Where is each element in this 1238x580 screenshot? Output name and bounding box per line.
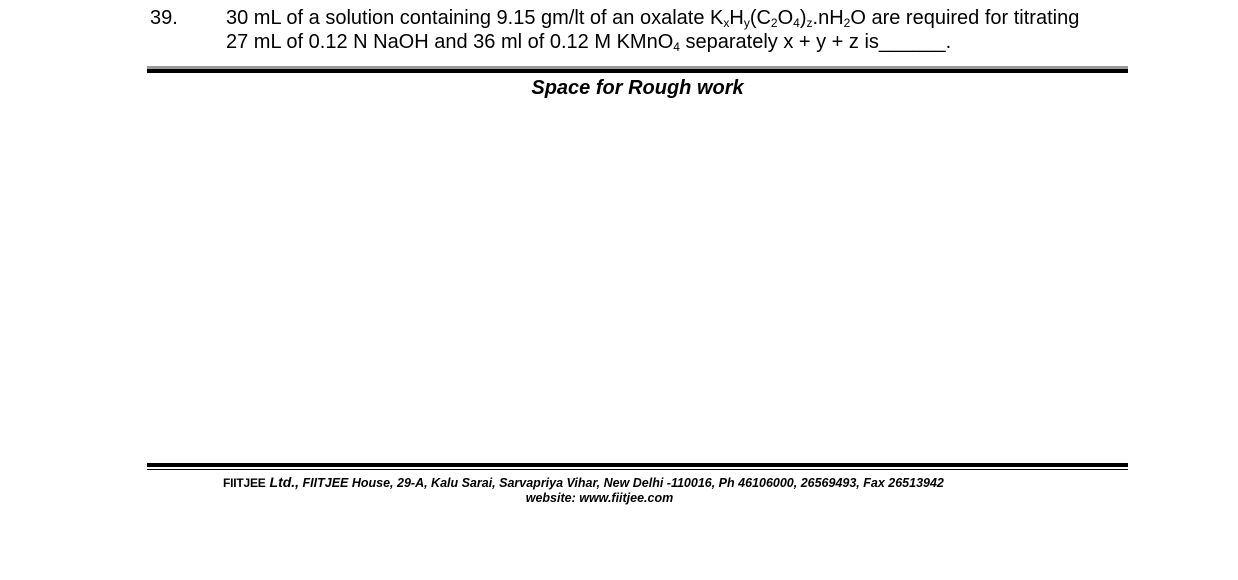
q1-sub-4a: 4 <box>793 16 800 30</box>
footer-website: website: www.fiitjee.com <box>525 491 674 505</box>
question-number: 39. <box>150 7 178 29</box>
question-line-1 <box>226 6 1140 30</box>
q1-paren-c: (C <box>749 7 771 29</box>
q1-pre: 30 mL of a solution containing 9.15 gm/lt of an oxalate K <box>226 7 724 29</box>
q2-sub-4: 4 <box>673 40 680 54</box>
question-text <box>226 6 1140 54</box>
q1-close: ) <box>799 7 807 29</box>
footer-address-text: FIITJEE House, 29-A, Kalu Sarai, Sarvapriya Vihar, New Delhi -110016, Ph 46106000, 26569493, Fax 26513942 <box>299 476 944 490</box>
rough-work-title: Space for Rough work <box>531 77 744 99</box>
q1-sub-2a: 2 <box>770 16 778 30</box>
footer-brand: FIITJEE <box>223 476 266 490</box>
q2-post: separately x + y + z is______. <box>679 31 952 53</box>
q1-post: O are required for titrating <box>850 7 1080 29</box>
q1-o: O <box>777 7 794 29</box>
question-line-2 <box>226 30 1140 54</box>
q1-sub-z: z <box>806 16 813 30</box>
q1-nh: .nH <box>812 7 844 29</box>
top-divider <box>147 66 1128 73</box>
q1-sub-y: y <box>743 16 750 30</box>
q1-h: H <box>729 7 744 29</box>
q2-pre: 27 mL of 0.12 N NaOH and 36 ml of 0.12 M KMnO <box>226 31 674 53</box>
footer-divider-thin <box>147 469 1128 470</box>
q1-sub-x: x <box>723 16 730 30</box>
footer-divider-thick <box>147 463 1128 467</box>
q1-sub-2b: 2 <box>843 16 851 30</box>
footer-address <box>147 474 1128 491</box>
footer-ltd: Ltd., <box>265 474 300 490</box>
